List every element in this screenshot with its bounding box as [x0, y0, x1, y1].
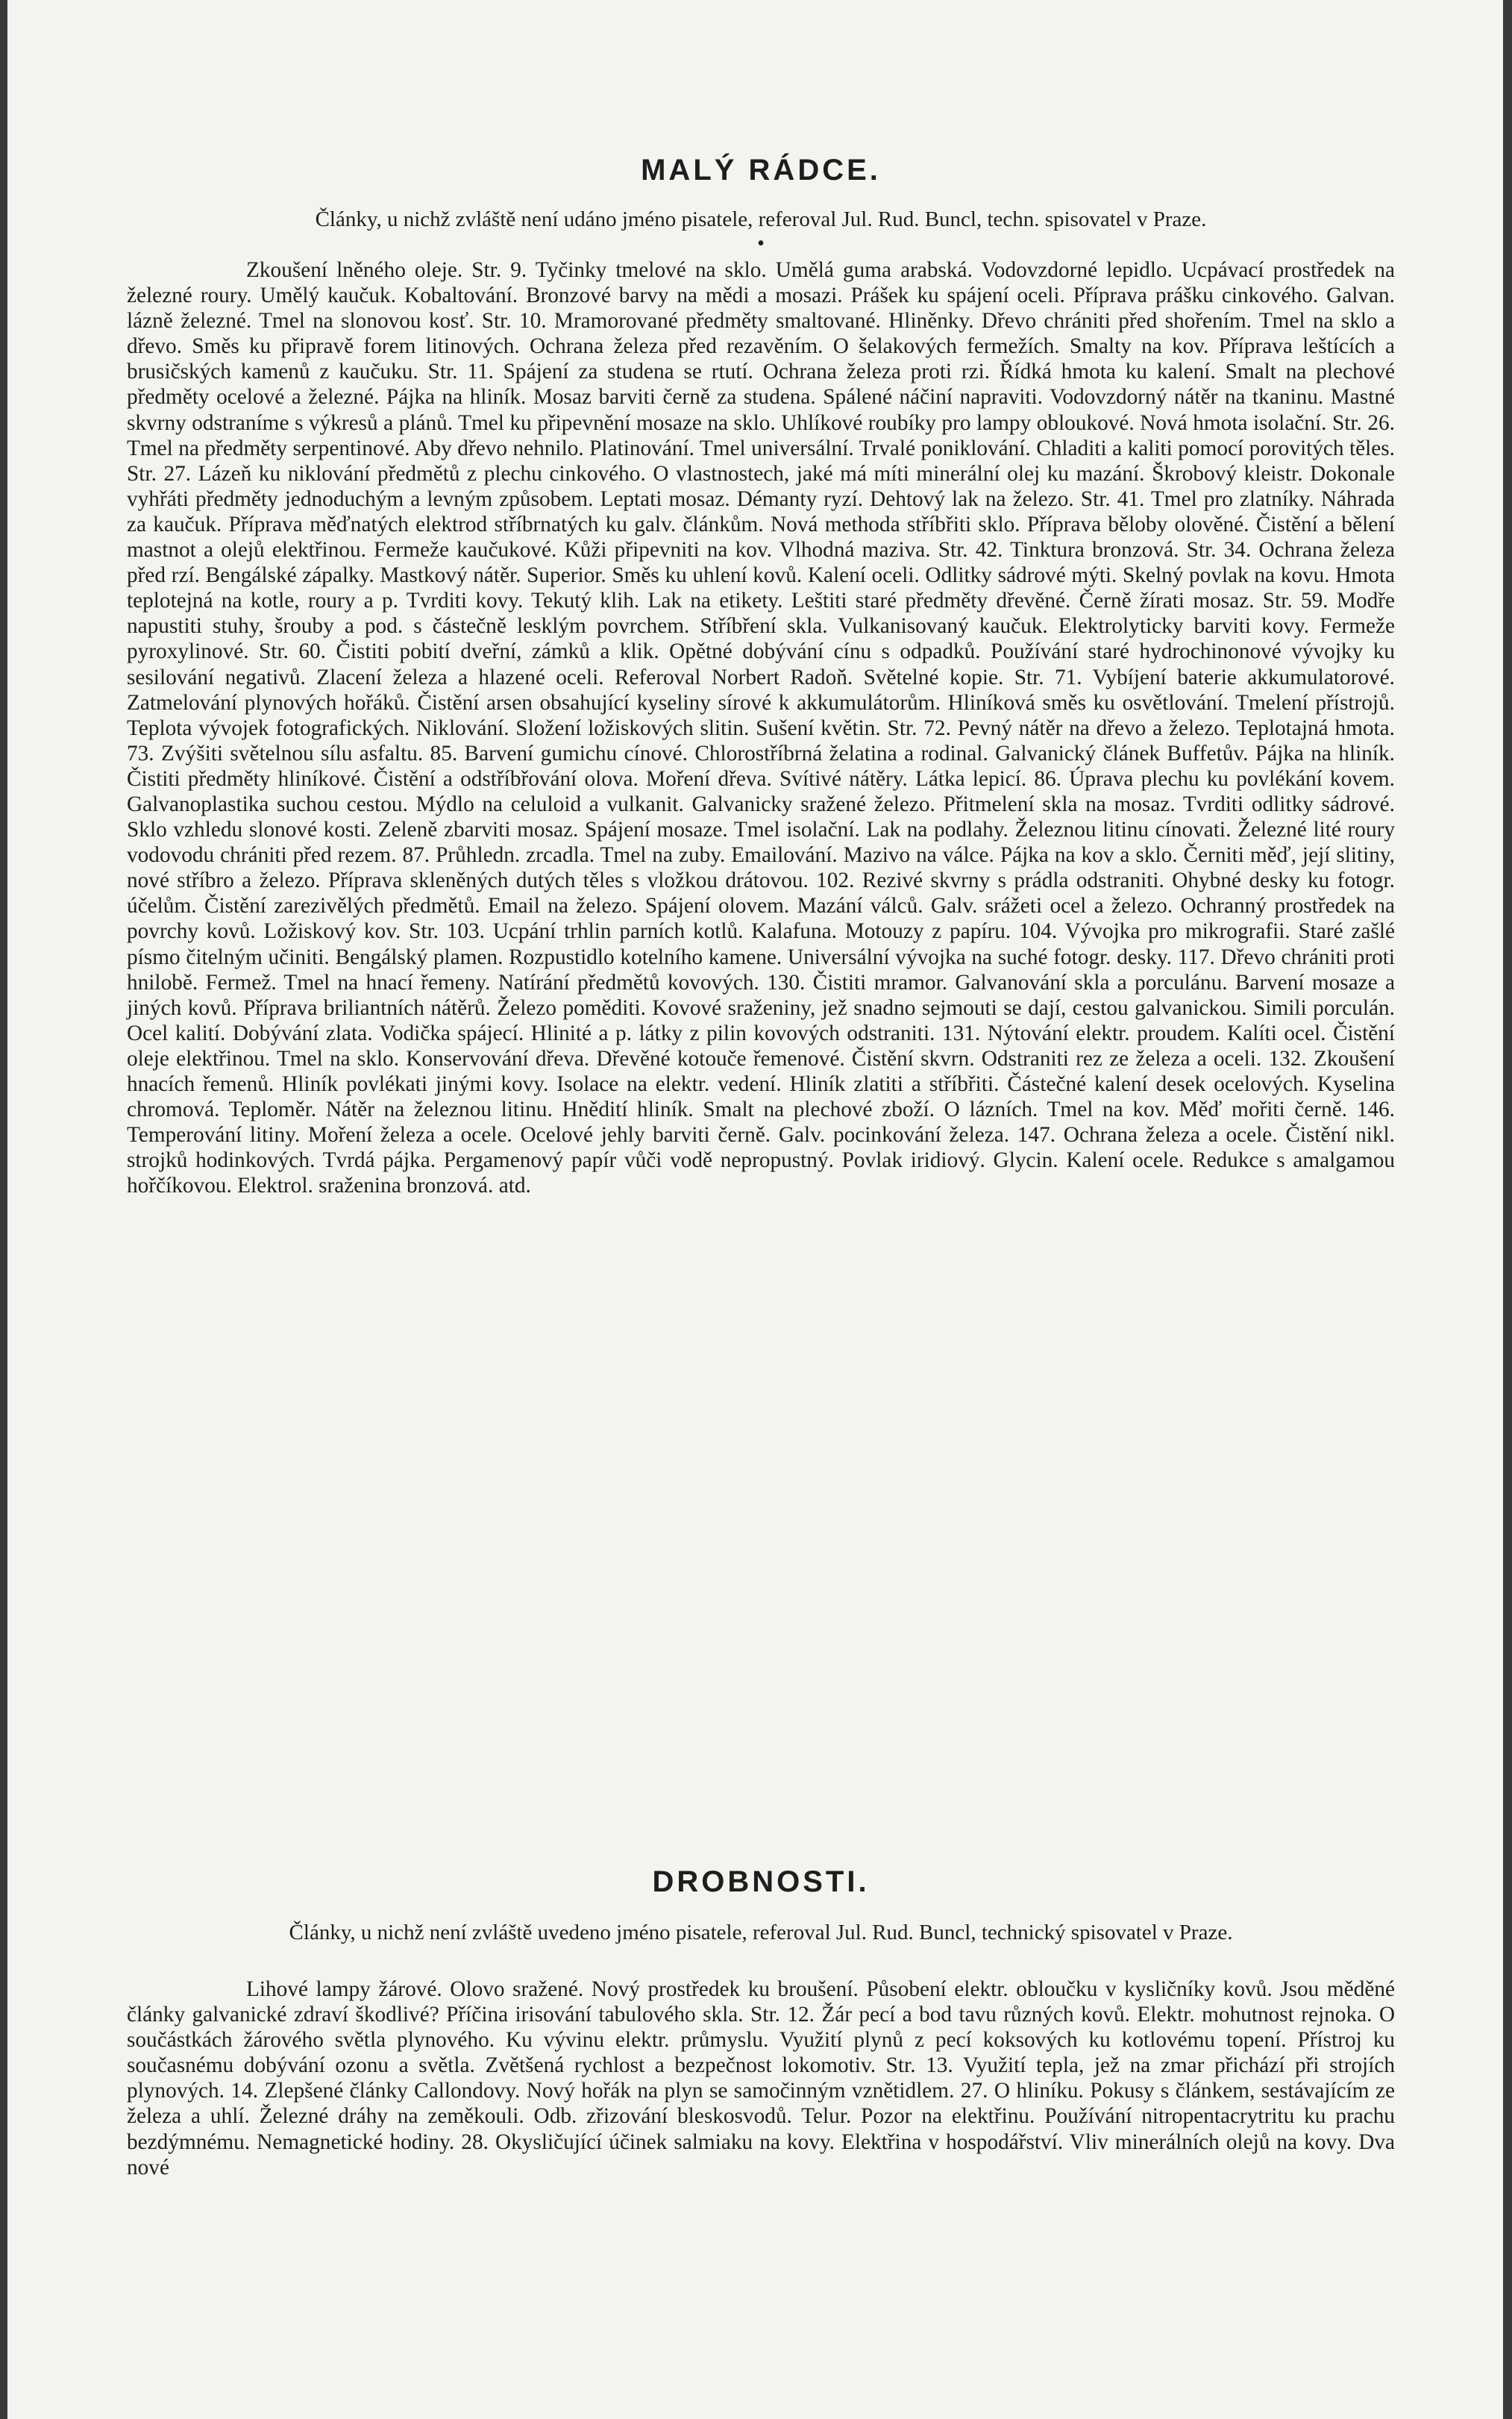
section-drobnosti [127, 1865, 1395, 2180]
section-subtitle-maly-radce: Články, u nichž zvláště není udáno jméno pisatele, referoval Jul. Rud. Buncl, techn. spisovatel v Praze. [315, 207, 1207, 231]
bullet-mark: • [757, 232, 765, 255]
section-body-drobnosti: Lihové lampy žárové. Olovo sražené. Nový prostředek ku broušení. Působení elektr. obloučku v kysličníky kovů. Jsou měděné články galvanické zdraví škodlivé? Příčina irisování tabulového skla. Str. 12. Žár pecí a bod tavu různých kovů. Elektr. mohutnost rejnoka. O součástkách žárového světla plynového. Ku vývinu elektr. průmyslu. Využití plynů z pecí koksových ku kotlovému topení. Přístroj ku současnému dobývání ozonu a světla. Zvětšená rychlost a bezpečnost lokomotiv. Str. 13. Využití tepla, jež na zmar přichází při strojích plynových. 14. Zlepšené články Callondovy. Nový hořák na plyn se samočinným vznětidlem. 27. O hliníku. Pokusy s článkem, sestávajícím ze železa a uhlí. Železné dráhy na zeměkouli. Odb. zřizování bleskosvodů. Telur. Pozor na elektřinu. Používání nitropentacrytritu ku prachu bezdýmnému. Nemagnetické hodiny. 28. Okysličující účinek salmiaku na kovy. Elektřina v hospodářství. Vliv minerálních olejů na kovy. Dva nové [127, 1977, 1395, 2179]
section-maly-radce [127, 154, 1395, 1198]
section-body-maly-radce: Zkoušení lněného oleje. Str. 9. Tyčinky tmelové na sklo. Umělá guma arabská. Vodovzdorné lepidlo. Ucpávací prostředek na železné roury. Umělý kaučuk. Kobaltování. Bronzové barvy na mědi a mosazi. Prášek ku spájení oceli. Příprava prášku cinkového. Galvan. lázně železné. Tmel na slonovou kosť. Str. 10. Mramorované předměty smaltované. Hliněnky. Dřevo chrániti před shořením. Tmel na sklo a dřevo. Směs ku připravě forem litinových. Ochrana železa před rezavěním. O šelakových fermežích. Smalty na kov. Příprava leštících a brusičských kamenů z kaučuku. Str. 11. Spájení za studena se rtutí. Ochrana železa proti rzi. Řídká hmota ku kalení. Smalt na plechové předměty ocelové a železné. Pájka na hliník. Mosaz barviti černě za studena. Spálené náčiní napraviti. Vodovzdorný nátěr na tkaninu. Mastné skvrny odstraníme s výkresů a plánů. Tmel ku připevnění mosaze na sklo. Uhlíkové roubíky pro lampy obloukové. Nová hmota isolační. Str. 26. Tmel na předměty serpentinové. Aby dřevo nehnilo. Platinování. Tmel universální. Trvalé poniklování. Chladiti a kaliti pomocí porovitých těles. Str. 27. Lázeň ku niklování předmětů z plechu cinkového. O vlastnostech, jaké má míti minerální olej ku mazání. Škrobový kleistr. Dokonale vyhřáti předměty jednoduchým a levným způsobem. Leptati mosaz. Démanty ryzí. Dehtový lak na železo. Str. 41. Tmel pro zlatníky. Náhrada za kaučuk. Příprava měďnatých elektrod stříbrnatých ku galv. článkům. Nová methoda stříbřiti sklo. Příprava běloby olověné. Čistění a bělení mastnot a olejů elektřinou. Fermeže kaučukové. Kůži připevniti na kov. Vlhodná maziva. Str. 42. Tinktura bronzová. Str. 34. Ochrana železa před rzí. Bengálské zápalky. Mastkový nátěr. Superior. Směs ku uhlení kovů. Kalení oceli. Odlitky sádrové mýti. Skelný povlak na kovu. Hmota teplotejná na kotle, roury a p. Tvrditi kovy. Tekutý klih. Lak na etikety. Leštiti staré předměty dřevěné. Černě žírati mosaz. Str. 59. Modře napustiti stuhy, šrouby a pod. s částečně lesklým povrchem. Stříbření skla. Vulkanisovaný kaučuk. Elektrolyticky barviti kovy. Fermeže pyroxylinové. Str. 60. Čistiti pobití dveřní, zámků a klik. Opětné dobývání cínu s odpadků. Používání staré hydrochinonové vývojky ku sesilování negativů. Zlacení železa a hlazené oceli. Referoval Norbert Radoň. Světelné kopie. Str. 71. Vybíjení baterie akkumulatorové. Zatmelování plynových hořáků. Čistění arsen obsahující kyseliny sírové k akkumulátorům. Hliníková směs ku osvětlování. Tmelení přístrojů. Teplota vývojek fotografických. Niklování. Složení ložiskových slitin. Sušení květin. Str. 72. Pevný nátěr na dřevo a železo. Teplotajná hmota. 73. Zvýšiti světelnou sílu asfaltu. 85. Barvení gumichu cínové. Chlorostříbrná želatina a rodinal. Galvanický článek Buffetův. Pájka na hliník. Čistiti předměty hliníkové. Čistění a odstříbřování olova. Moření dřeva. Svítivé nátěry. Látka lepicí. 86. Úprava plechu ku povlékání kovem. Galvanoplastika suchou cestou. Mýdlo na celuloid a vulkanit. Galvanicky sražené železo. Přitmelení skla na mosaz. Tvrditi odlitky sádrové. Sklo vzhledu slonové kosti. Zeleně zbarviti mosaz. Spájení mosaze. Tmel isolační. Lak na podlahy. Železnou litinu cínovati. Železné lité roury vodovodu chrániti před rezem. 87. Průhledn. zrcadla. Tmel na zuby. Emailování. Mazivo na válce. Pájka na kov a sklo. Černiti měď, její slitiny, nové stříbro a železo. Příprava skleněných dutých těles s vložkou drátovou. 102. Rezivé skvrny s prádla odstraniti. Ohybné desky ku fotogr. účelům. Čistění zarezivělých předmětů. Email na železo. Spájení olovem. Mazání válců. Galv. srážeti ocel a železo. Ochranný prostředek na povrchy kovů. Ložiskový kov. Str. 103. Ucpání trhlin parních kotlů. Kalafuna. Motouzy z papíru. 104. Vývojka pro mikrografii. Staré zašlé písmo čitelným učiniti. Bengálský plamen. Rozpustidlo kotelního kamene. Universální vývojka na suché fotogr. desky. 117. Dřevo chrániti proti hnilobě. Fermež. Tmel na hnací řemeny. Natírání předmětů kovových. 130. Čistiti mramor. Galvanování skla a porculánu. Barvení mosaze a jiných kovů. Příprava briliantních nátěrů. Železo poměditi. Kovové sraženiny, jež snadno sejmouti se dají, cestou galvanickou. Simili porculán. Ocel kalití. Dobývání zlata. Vodička spájecí. Hlinité a p. látky z pilin kovových odstraniti. 131. Nýtování elektr. proudem. Kalíti ocel. Čistění oleje elektřinou. Tmel na sklo. Konservování dřeva. Dřevěné kotouče řemenové. Čistění skvrn. Odstraniti rez ze železa a oceli. 132. Zkoušení hnacích řemenů. Hliník povlékati jinými kovy. Isolace na elektr. vedení. Hliník zlatiti a stříbřiti. Částečné kalení desek ocelových. Kyselina chromová. Teploměr. Nátěr na železnou litinu. Hnědití hliník. Smalt na plechové zboží. O lázních. Tmel na kov. Měď mořiti černě. 146. Temperování litiny. Moření železa a ocele. Ocelové jehly barviti černě. Galv. pocinkování železa. 147. Ochrana železa a ocele. Čistění nikl. strojků hodinkových. Tvrdá pájka. Pergamenový papír vůči vodě nepropustný. Povlak iridiový. Glycin. Kalení ocele. Redukce s amalgamou hořčíkovou. Elektrol. sraženina bronzová. atd. [127, 258, 1395, 1198]
section-subtitle-drobnosti: Články, u nichž není zvláště uvedeno jméno pisatele, referoval Jul. Rud. Buncl, technický spisovatel v Praze. [289, 1921, 1233, 1944]
section-title-drobnosti: DROBNOSTI. [652, 1865, 870, 1898]
section-title-maly-radce: MALÝ RÁDCE. [641, 154, 881, 187]
